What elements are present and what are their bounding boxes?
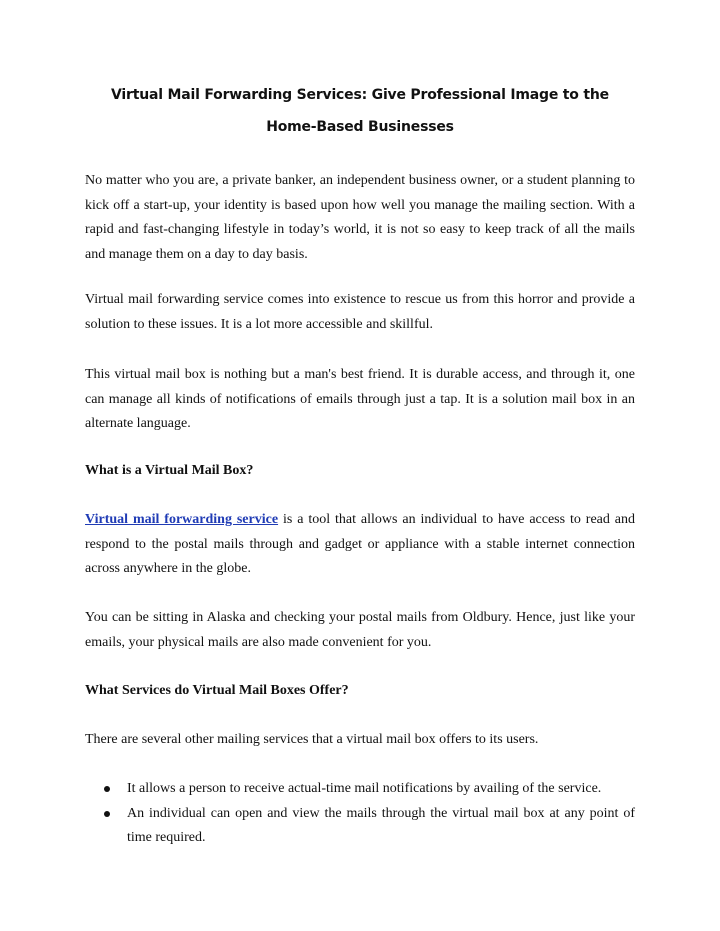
paragraph-rescue: Virtual mail forwarding service comes into existence to rescue us from this horror and provide a solution to these issues. It is a lot more accessible and skillful. <box>85 292 635 332</box>
bullet-item-text: It allows a person to receive actual-time mail notifications by availing of the service. <box>127 781 602 796</box>
bullet-item <box>100 802 635 851</box>
paragraph-services-intro: There are several other mailing services that a virtual mail box offers to its users. <box>85 732 539 747</box>
paragraph-definition <box>85 508 635 582</box>
paragraph-alaska: You can be sitting in Alaska and checking your postal mails from Oldbury. Hence, just like your emails, your physical mails are also made convenient for you. <box>85 610 635 650</box>
services-bullet-list <box>100 777 635 851</box>
bullet-dot-icon <box>104 786 110 792</box>
paragraph-best-friend: This virtual mail box is nothing but a man's best friend. It is durable access, and through it, one can manage all kinds of notifications of emails through just a tap. It is a solution mail box in an alternate language. <box>85 367 635 431</box>
heading-services-offered: What Services do Virtual Mail Boxes Offer? <box>85 683 349 698</box>
bullet-dot-icon <box>104 811 110 817</box>
bullet-item-text: An individual can open and view the mails through the virtual mail box at any point of time required. <box>127 805 635 845</box>
intro-paragraph: No matter who you are, a private banker, an independent business owner, or a student planning to kick off a start-up, your identity is based upon how well you manage the mailing section. With a rapid and fast-changing lifestyle in today’s world, it is not so easy to keep track of all the mails and manage them on a day to day basis. <box>85 173 635 262</box>
heading-what-is-virtual-mail-box: What is a Virtual Mail Box? <box>85 463 254 478</box>
document-title-line-2: Home-Based Businesses <box>266 119 454 135</box>
document-title-line-1: Virtual Mail Forwarding Services: Give Professional Image to the <box>111 87 609 103</box>
bullet-item <box>100 777 635 802</box>
paragraph-definition-text: is a tool that allows an individual to have access to read and respond to the postal mails through and gadget or appliance with a stable internet connection across anywhere in the globe. <box>85 512 635 576</box>
virtual-mail-forwarding-link[interactable]: Virtual mail forwarding service <box>85 512 279 527</box>
